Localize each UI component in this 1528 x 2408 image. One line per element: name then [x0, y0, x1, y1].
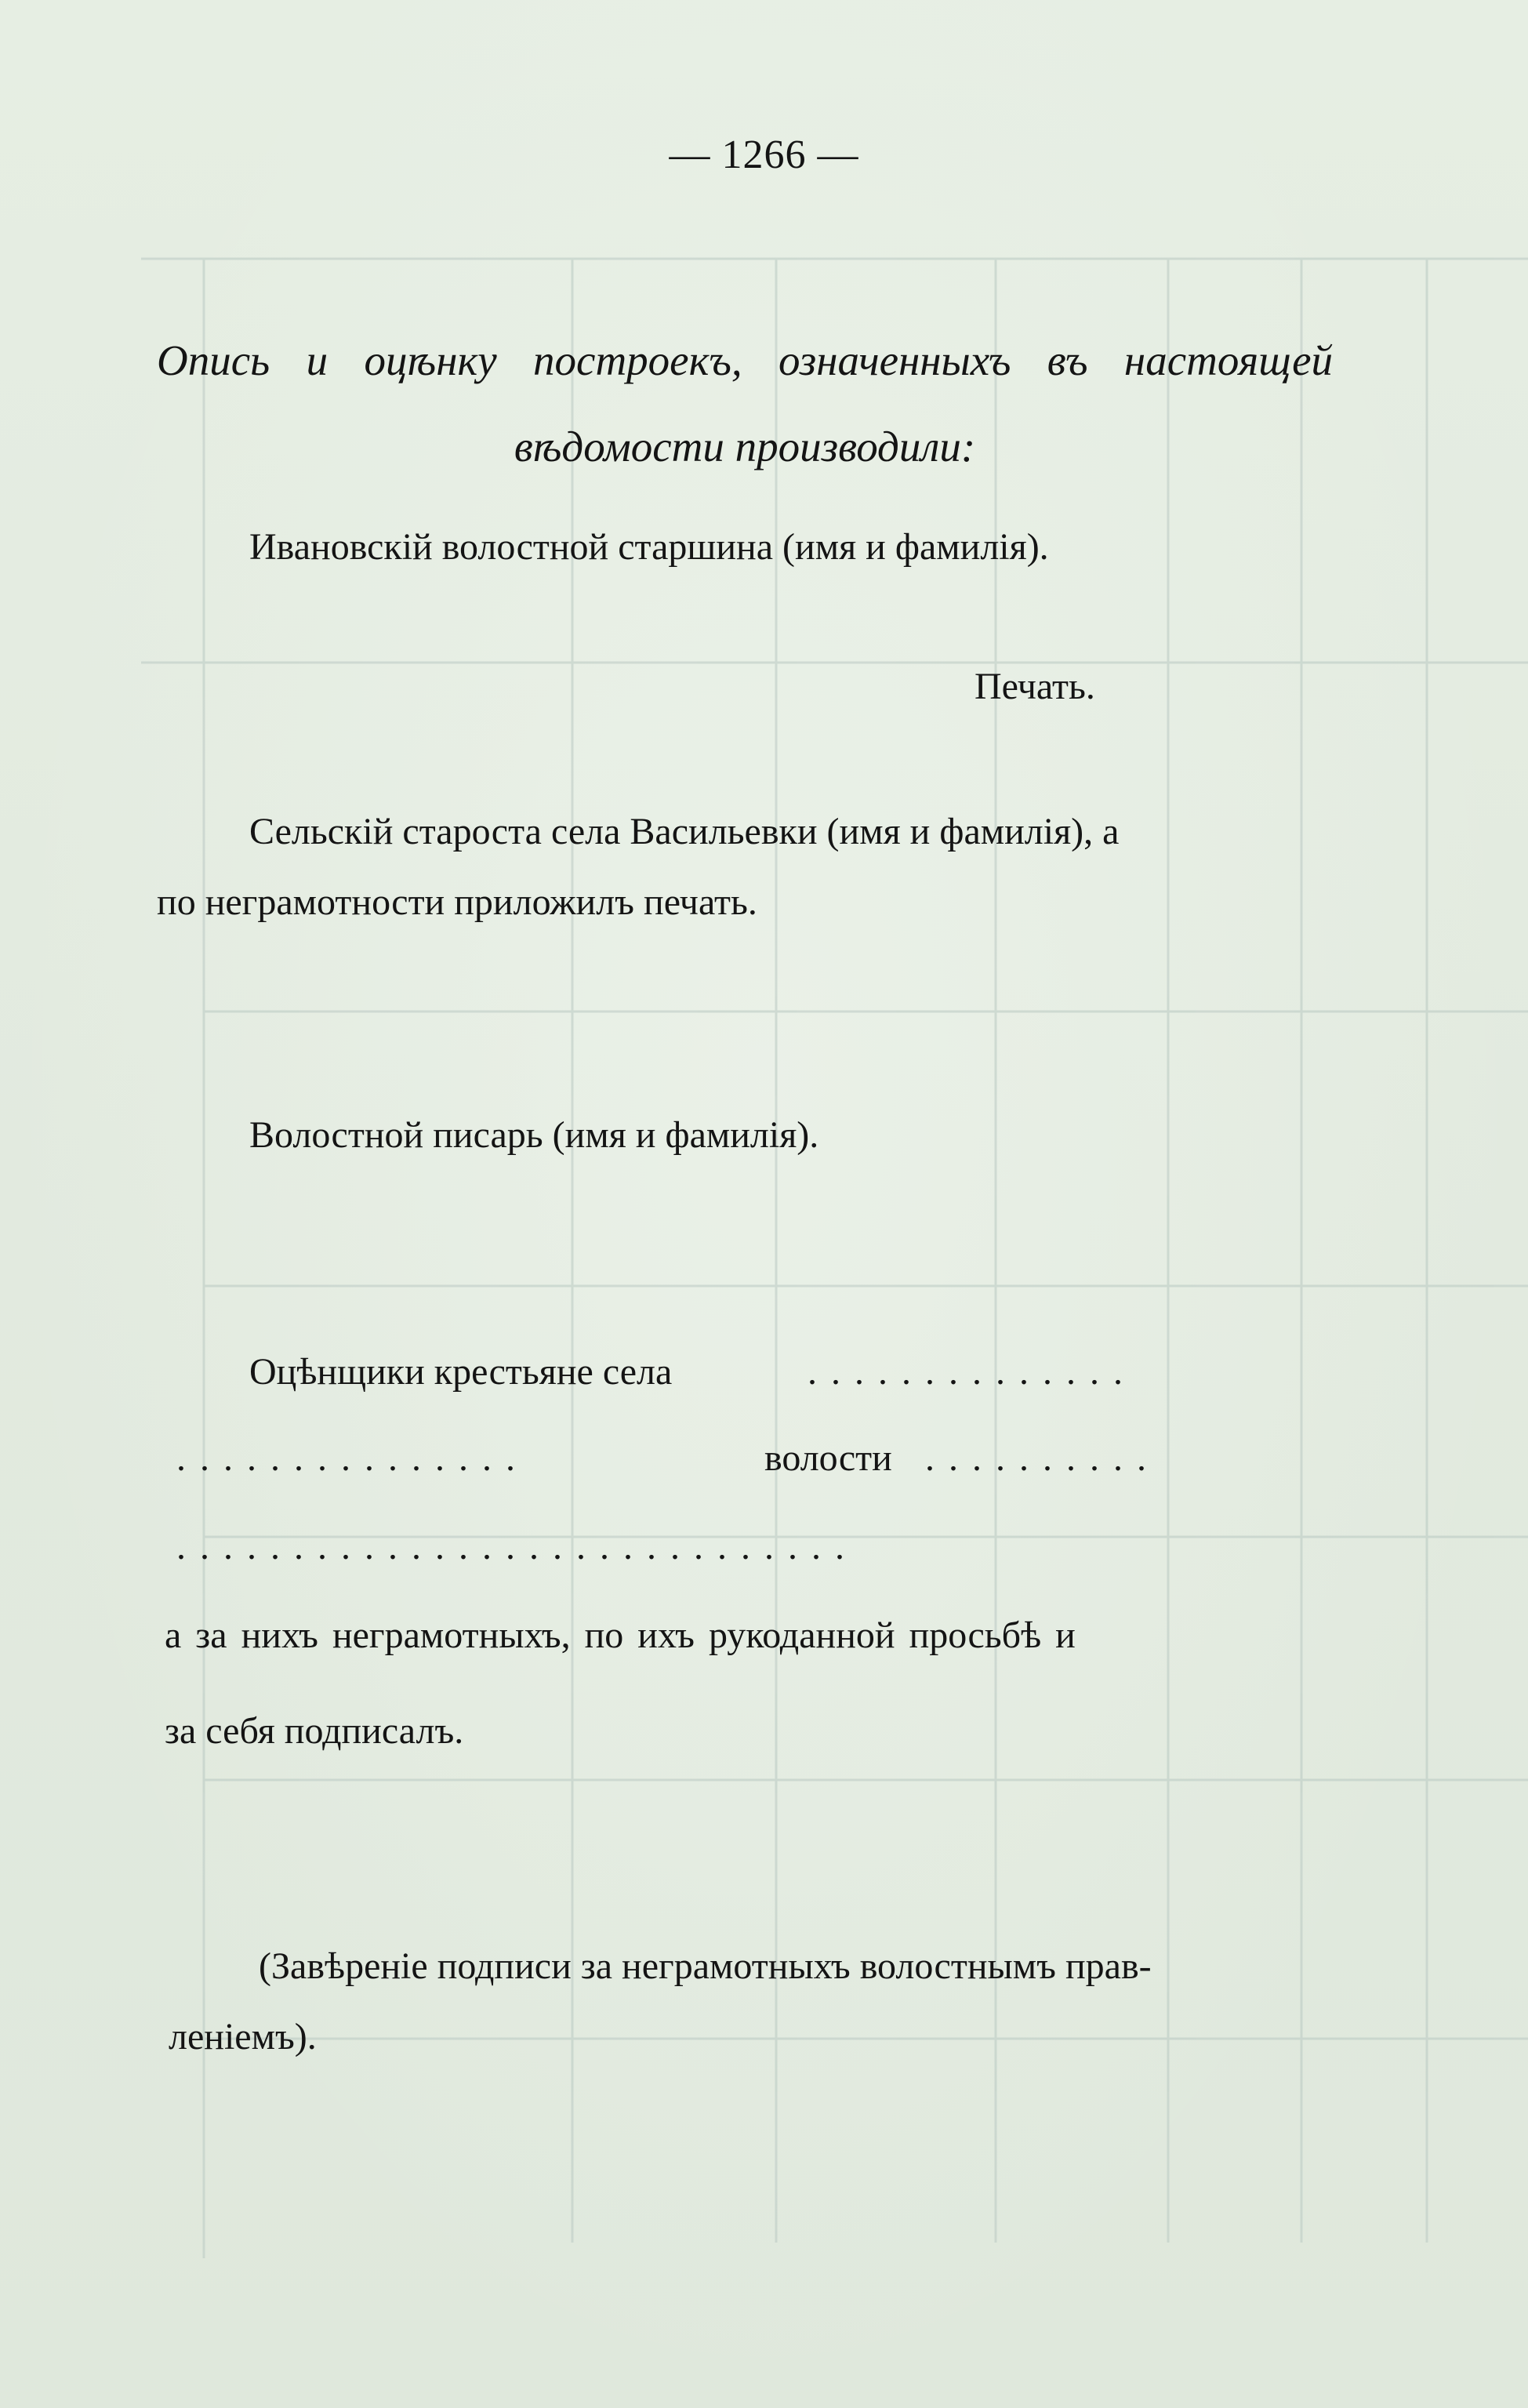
starosta-line-2: по неграмотности приложилъ печать. — [157, 881, 757, 923]
starosta-line-1: Сельскій староста села Васильевки (имя и фамилія), а — [249, 811, 1120, 852]
signed-line-1: а за нихъ неграмотныхъ, по ихъ рукоданной просьбѣ и — [165, 1614, 1076, 1656]
certification-line-2: леніемъ). — [169, 2016, 317, 2058]
pisar-line: Волостной писарь (имя и фамилія). — [249, 1114, 819, 1156]
volost-label: волости — [764, 1437, 892, 1479]
appraisers-dots-2a: ............... — [176, 1437, 529, 1479]
starshina-line: Ивановскій волостной старшина (имя и фамилія). — [249, 526, 1049, 568]
appraisers-line-1 — [249, 1350, 672, 1393]
document-heading: Опись и оцѣнку построекъ, означенныхъ въ настоящей вѣдомости производили: — [157, 336, 1333, 470]
appraisers-dots-2b: .......... — [925, 1437, 1160, 1479]
appraisers-label: Оцѣнщики крестьяне села — [249, 1351, 673, 1393]
certification-line-1: (Завѣреніе подписи за неграмотныхъ волостнымъ прав- — [259, 1945, 1152, 1987]
appraisers-dots-1: .............. — [808, 1351, 1137, 1393]
page-number: — 1266 — — [669, 133, 859, 177]
appraisers-dots-3: ............................. — [176, 1526, 858, 1567]
signed-line-2: за себя подписалъ. — [165, 1710, 464, 1752]
seal-label: Печать. — [975, 666, 1095, 707]
